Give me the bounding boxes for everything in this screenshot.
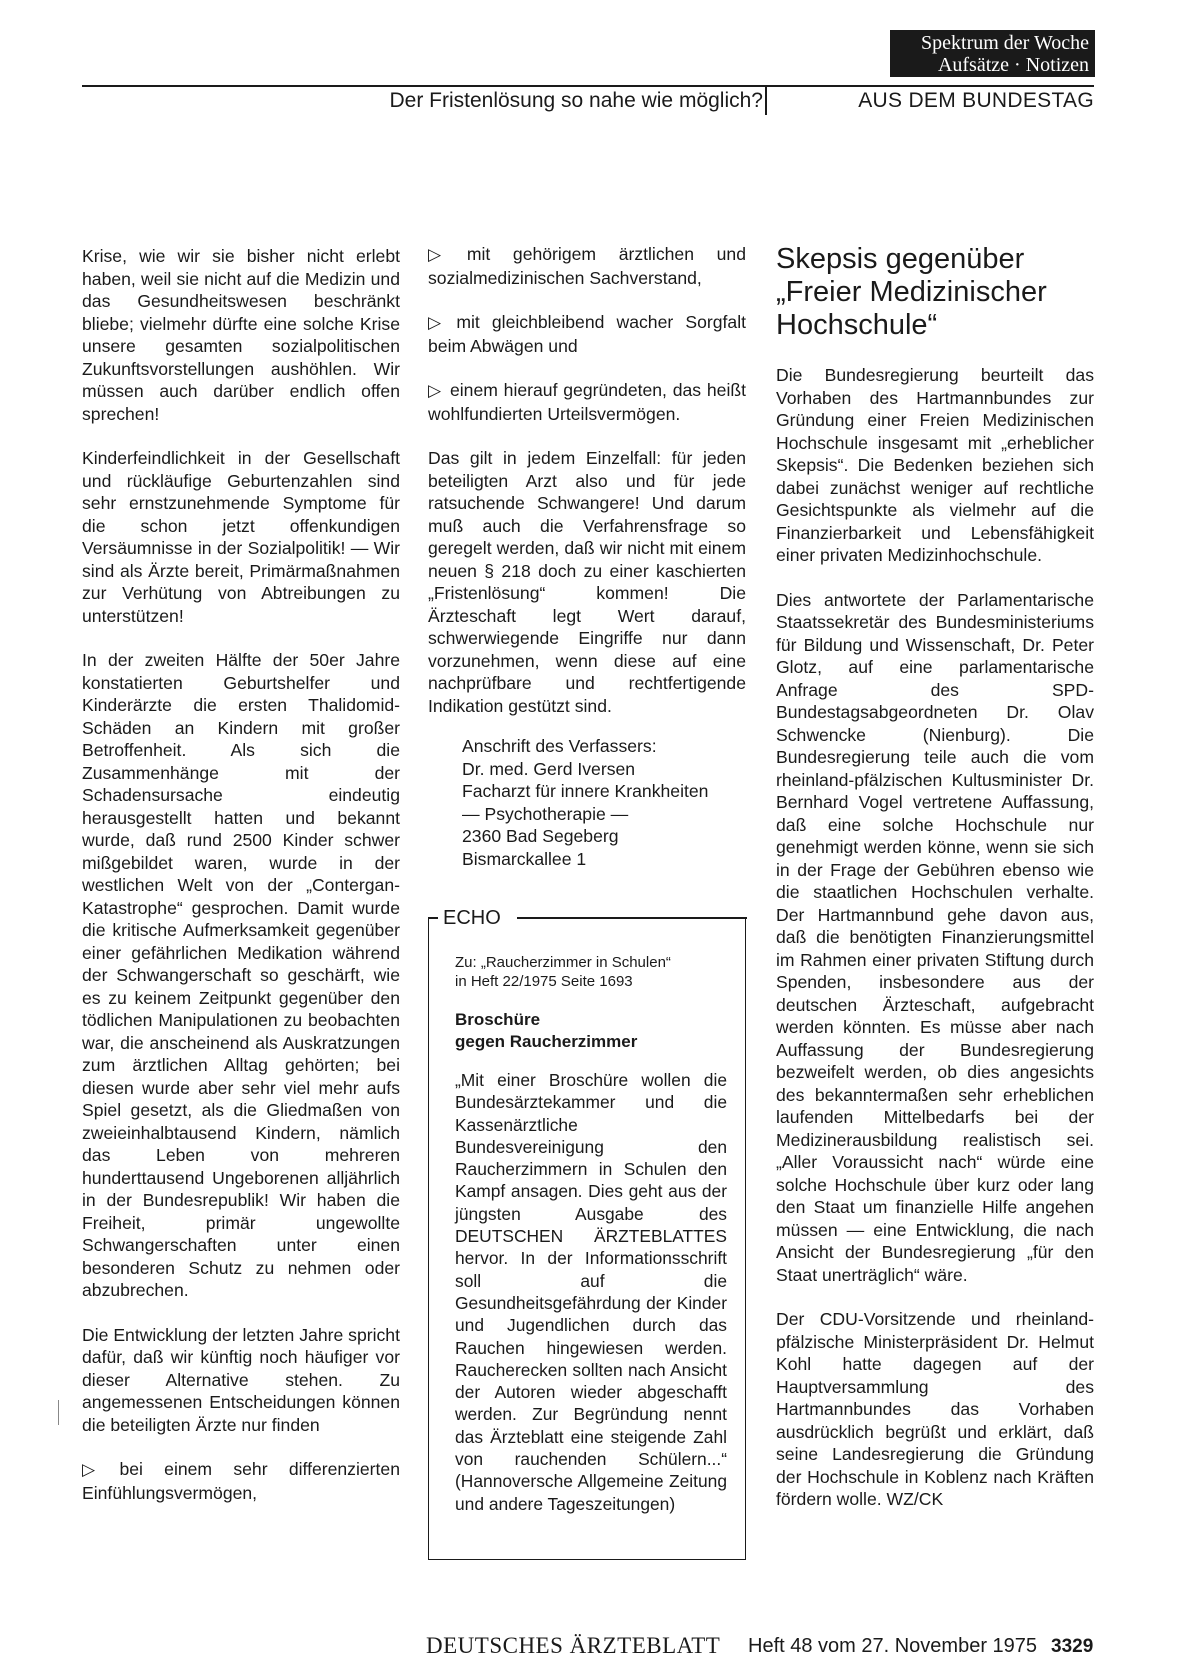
journal-masthead: DEUTSCHES ÄRZTEBLATT [426,1633,721,1658]
section-tag-line2: Aufsätze · Notizen [937,54,1089,76]
bullet-item [428,311,746,357]
paragraph: Kinderfeindlichkeit in der Gesellschaft und rückläufige Geburtenzahlen sind sehr ernstzunehmende Symptome für die schon jetzt offenkundigen Versäumnisse in der Sozialpolitik! — Wir sind als Ärzte bereit, Primärmaßnahmen zur Verhütung von Abtreibungen zu unterstützen! [82,448,400,626]
bullet-text: einem hierauf gegründeten, das heißt wohlfundierten Urteilsvermögen. [428,380,746,424]
header-rule [82,85,1094,87]
bullet-item [82,1458,400,1504]
section-tag-line1: Spektrum der Woche [921,32,1089,54]
paragraph: In der zweiten Hälfte der 50er Jahre konstatierten Geburtshelfer und Kinderärzte die ersten Thalidomid-Schäden an Kindern mit großer Betroffenheit. Als sich die Zusammenhänge mit der Schadensursache eindeutig herausgestellt hatten und bekannt wurde, daß rund 2500 Kinder schwer mißgebildet waren, wurde in der westlichen Welt von der „Contergan-Katastrophe“ gesprochen. Damit wurde die kritische Aufmerksamkeit gegenüber einer gefährlichen Medikation während der Schwangerschaft so geschärft, wie es zu keinem Zeitpunkt gegenüber den tödlichen Manipulationen zu beobachten war, die anscheinend als Auskratzungen zum ärztlichen Alltag gehörten; bei diesen wurde aber sehr viel mehr aufs Spiel gesetzt, als die Gliedmaßen von zweieinhalbtausend Kindern, nämlich das Leben von mehreren hunderttausend Ungeborenen alljährlich in der Bundesrepublik! Wir haben die Freiheit, primär ungewollte Schwangerschaften unter einen besonderen Schutz zu nehmen oder abzubrechen. [82,650,400,1300]
echo-title [455,1009,727,1053]
triangle-right-icon: ▷ [428,313,449,332]
address-line: Dr. med. Gerd Iversen [462,758,636,779]
running-title: Der Fristenlösung so nahe wie möglich? [389,89,763,112]
echo-reference-line: in Heft 22/1975 Seite 1693 [455,973,633,990]
echo-reference-line: Zu: „Raucherzimmer in Schulen“ [455,954,671,971]
echo-title-line: gegen Raucherzimmer [455,1032,638,1051]
address-line: — Psychotherapie — [462,803,629,824]
echo-border [428,917,438,919]
bullet-text: mit gehörigem ärztlichen und sozialmedizinischen Sachverstand, [428,244,746,288]
column-1 [82,245,400,1526]
bullet-item [428,243,746,289]
paragraph: Der CDU-Vorsitzende und rheinland-pfälzische Ministerpräsident Dr. Helmut Kohl hatte dagegen auf der Hauptversammlung des Hartmannbundes das Vorhaben ausdrücklich begrüßt und erklärt, daß seine Landesregierung die Gründung der Hochschule in Koblenz nach Kräften fördern wolle. WZ/CK [776,1309,1094,1509]
address-line: 2360 Bad Segeberg [462,826,619,846]
triangle-right-icon: ▷ [82,1460,112,1479]
author-address [462,735,746,870]
header-divider [765,85,767,115]
address-line: Facharzt für innere Krankheiten [462,781,709,801]
section-heading: AUS DEM BUNDESTAG [858,89,1094,112]
article-headline: Skepsis gegenüber „Freier Medizinischer Hochschule“ [776,243,1047,341]
margin-mark [58,1400,59,1425]
echo-box [428,907,746,1560]
address-line: Anschrift des Verfassers: [462,736,657,756]
echo-border [517,917,747,919]
paragraph: Die Bundesregierung beurteilt das Vorhaben des Hartmannbundes zur Gründung einer Freien Medizinischen Hochschule insgesamt mit „erheblicher Skepsis“. Die Bedenken beziehen sich dabei zunächst weniger auf rechtliche Gesichtspunkte als vielmehr auf die Finanzierbarkeit und Lebensfähigkeit einer privaten Medizinhochschule. [776,365,1094,565]
column-2 [428,243,746,870]
echo-content [455,953,727,1515]
triangle-right-icon: ▷ [428,245,459,264]
section-tag [890,30,1095,77]
triangle-right-icon: ▷ [428,381,442,400]
echo-title-line: Broschüre [455,1010,541,1029]
paragraph: Dies antwortete der Parlamentarische Staatssekretär des Bundesministeriums für Bildung und Wissenschaft, Dr. Peter Glotz, auf eine parlamentarische Anfrage des SPD-Bundestagsabgeordneten Dr. Olav Schwencke (Nienburg). Die Bundesregierung teile auch die vom rheinland-pfälzischen Kultusminister Dr. Bernhard Vogel vertretene Auffassung, daß eine solche Hochschule nur genehmigt werden könne, wenn sie sich in der Frage der Gebühren ebenso wie die staatlichen Hochschulen verhalte. Der Hartmannbund gehe davon aus, daß die benötigten Finanzierungsmittel im Rahmen einer privaten Stiftung durch Spenden, insbesondere aus der deutschen Ärzteschaft, aufgebracht werden könnten. Es müsse aber nach Auffassung der Bundesregierung bezweifelt werden, ob dies angesichts des bekanntermaßen sehr erheblichen laufenden Mittelbedarfs bei der Medizinerausbildung realistisch sei. „Aller Voraussicht nach“ würde eine solche Hochschule über kurz oder lang den Staat um finanzielle Hilfe angehen müssen — eine Entwicklung, die nach Ansicht der Bundesregierung „für den Staat unerträglich“ wäre. [776,589,1094,1285]
echo-label: ECHO [443,907,501,929]
address-line: Bismarckallee 1 [462,848,587,869]
echo-reference [455,953,727,991]
paragraph: Die Entwicklung der letzten Jahre spricht dafür, daß wir künftig noch häufiger vor dieser Alternative stehen. Zu angemessenen Entscheidungen können die beteiligten Ärzte nur finden [82,1324,400,1435]
paragraph: Das gilt in jedem Einzelfall: für jeden beteiligten Arzt also und für jede ratsuchende Schwangere! Und darum muß auch die Verfahrensfrage so geregelt werden, daß wir nicht mit einem neuen § 218 doch zu einer kaschierten „Fristenlösung“ kommen! Die Ärzteschaft legt Wert darauf, schwerwiegende Eingriffe nur dann vorzunehmen, wenn diese auf eine nachprüfbare und rechtfertigende Indikation gestützt sind. [428,448,746,716]
page-number: 3329 [1051,1636,1094,1657]
column-3 [776,243,1094,1533]
echo-body: „Mit einer Broschüre wollen die Bundesärztekammer und die Kassenärztliche Bundesvereinigung den Raucherzimmern in Schulen den Kampf ansagen. Dies geht aus der jüngsten Ausgabe des DEUTSCHEN ÄRZTEBLATTES hervor. In der Informationsschrift soll auf die Gesundheitsgefährdung der Kinder und Jugendlichen durch das Rauchen hingewiesen werden. Raucherecken sollten nach Ansicht der Autoren wieder abgeschafft werden. Zur Begründung nennt das Ärzteblatt eine steigende Zahl von rauchenden Schülern...“ (Hannoversche Allgemeine Zeitung und andere Tageszeitungen) [455,1070,727,1514]
bullet-text: mit gleichbleibend wacher Sorgfalt beim Abwägen und [428,312,746,356]
bullet-item [428,379,746,425]
bullet-text: bei einem sehr differenzierten Einfühlungsvermögen, [82,1459,400,1503]
paragraph: Krise, wie wir sie bisher nicht erlebt haben, weil sie nicht auf die Medizin und das Gesundheitswesen beschränkt bliebe; vielmehr dürfte eine solche Krise unsere gesamten sozialpolitischen Zukunftsvorstellungen aushöhlen. Wir müssen auch darüber endlich offen sprechen! [82,246,400,424]
issue-info: Heft 48 vom 27. November 1975 [748,1635,1038,1657]
